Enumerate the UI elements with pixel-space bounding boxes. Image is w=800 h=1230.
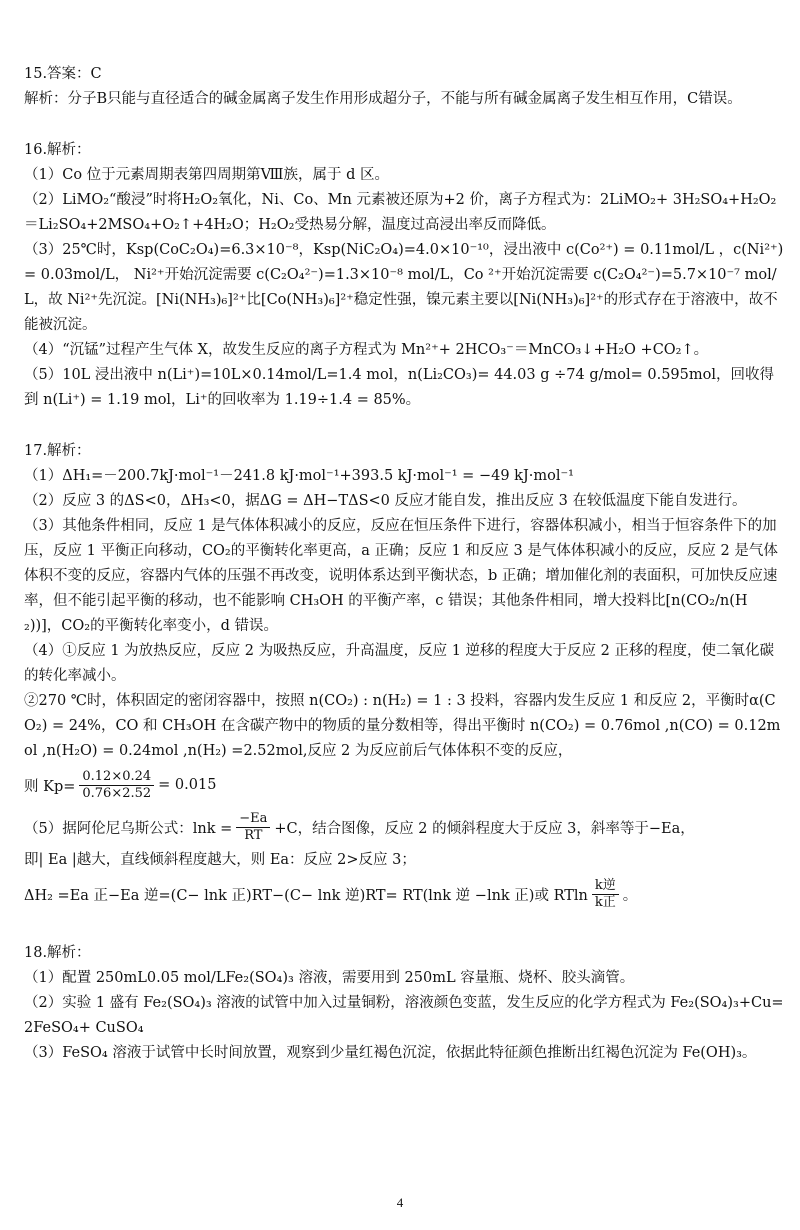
q17-line: ②270 ℃时，体积固定的密闭容器中，按照 n(CO₂) : n(H₂) = 1 : 3 投料，容器内发生反应 1 和反应 2，平衡时α(CO₂) = 24%，CO 和 CH₃OH 在含碳产物中的物质的量分数相等，得出平衡时 n(CO₂) = 0.76mol ,n(CO) = 0.12mol ,n(H₂O) = 0.24mol ,n(H₂) =2.52mol,反应 2 为反应前后气体体积不变的反应， [24,693,781,759]
arrhenius-formula [24,806,784,848]
kp-prefix: 则 Kp= [24,778,76,795]
arrhenius-prefix: （5）据阿伦尼乌斯公式：lnk = [24,820,233,837]
q15-line: 解析：分子B只能与直径适合的碱金属离子发生作用形成超分子，不能与所有碱金属离子发生相互作用，C错误。 [24,91,742,107]
q16-line: （5）10L 浸出液中 n(Li⁺)=10L×0.14mol/L=1.4 mol，n(Li₂CO₃)= 44.03 g ÷74 g/mol= 0.595mol，回收得到 n(Li⁺) = 1.19 mol，Li⁺的回收率为 1.19÷1.4 = 85%。 [24,367,774,408]
arrhenius-suffix: +C，结合图像，反应 2 的倾斜程度大于反应 3，斜率等于−Ea， [274,820,695,837]
delta-h-suffix: 。 [622,887,638,904]
kp-fraction [79,769,154,802]
q18-line: （3）FeSO₄ 溶液于试管中长时间放置，观察到少量红褐色沉淀，依据此特征颜色推断出红褐色沉淀为 Fe(OH)₃。 [24,1045,757,1061]
kp-result: = 0.015 [158,777,217,793]
arrhenius-denominator: RT [244,827,263,843]
section-q17 [24,439,784,915]
document-body [24,62,784,1092]
q18-line: （1）配置 250mL0.05 mol/LFe₂(SO₄)₃ 溶液，需要用到 250mL 容量瓶、烧杯、胶头滴管。 [24,970,635,986]
q16-line: （3）25℃时，Ksp(CoC₂O₄)=6.3×10⁻⁸，Ksp(NiC₂O₄)=4.0×10⁻¹⁰，浸出液中 c(Co²⁺) = 0.11mol/L ，c(Ni²⁺) = 0.03mol/L， Ni²⁺开始沉淀需要 c(C₂O₄²⁻)=1.3×10⁻⁸ mol/L，Co ²⁺开始沉淀需要 c(C₂O₄²⁻)=5.7×10⁻⁷ mol/L，故 Ni²⁺先沉淀。[Ni(NH₃)₆]²⁺比[Co(NH₃)₆]²⁺稳定性强，镍元素主要以[Ni(NH₃)₆]²⁺的形式存在于溶液中，故不能被沉淀。 [24,242,784,333]
q17-heading: 17.解析： [24,443,91,459]
q18-line: （2）实验 1 盛有 Fe₂(SO₄)₃ 溶液的试管中加入过量铜粉，溶液颜色变蓝，发生反应的化学方程式为 Fe₂(SO₄)₃+Cu=2FeSO₄+ CuSO₄ [24,995,784,1036]
q18-heading: 18.解析： [24,945,91,961]
q16-line: （1）Co 位于元素周期表第四周期第Ⅷ族，属于 d 区。 [24,167,389,183]
delta-h-fraction [592,878,619,911]
arrhenius-numerator: −Ea [236,811,270,828]
q16-line: （4）“沉锰”过程产生气体 X，故发生反应的离子方程式为 Mn²⁺+ 2HCO₃⁻＝MnCO₃↓+H₂O +CO₂↑。 [24,342,709,358]
delta-h-formula [24,873,784,915]
section-q16 [24,138,784,413]
page-number: 4 [396,1195,404,1210]
q17-line: （1）ΔH₁=－200.7kJ·mol⁻¹－241.8 kJ·mol⁻¹+393.5 kJ·mol⁻¹ = −49 kJ·mol⁻¹ [24,468,574,484]
kp-denominator: 0.76×2.52 [82,785,152,801]
kp-numerator: 0.12×0.24 [79,769,154,786]
q17-line: 即| Ea |越大，直线倾斜程度越大，则 Ea：反应 2>反应 3； [24,852,416,868]
section-q15 [24,62,784,112]
q17-line: （2）反应 3 的ΔS<0，ΔH₃<0，据ΔG = ΔH−TΔS<0 反应才能自发，推出反应 3 在较低温度下能自发进行。 [24,493,747,509]
arrhenius-fraction [236,811,270,844]
q17-line: （4）①反应 1 为放热反应，反应 2 为吸热反应，升高温度，反应 1 逆移的程度大于反应 2 正移的程度，使二氧化碳的转化率减小。 [24,643,774,684]
delta-h-prefix: ΔH₂ =Ea 正−Ea 逆=(C− lnk 正)RT−(C− lnk 逆)RT= RT(lnk 逆 −lnk 正)或 RTln [24,887,588,904]
section-q18 [24,941,784,1066]
delta-h-numerator: k逆 [592,878,619,895]
kp-formula [24,764,784,806]
delta-h-denominator: k正 [594,894,616,910]
q16-line: （2）LiMO₂“酸浸”时将H₂O₂氧化，Ni、Co、Mn 元素被还原为+2 价，离子方程式为：2LiMO₂+ 3H₂SO₄+H₂O₂ ＝Li₂SO₄+2MSO₄+O₂↑+4H₂O；H₂O₂受热易分解，温度过高浸出率反而降低。 [24,192,777,233]
q17-line: （3）其他条件相同，反应 1 是气体体积减小的反应，反应在恒压条件下进行，容器体积减小，相当于恒容条件下的加压，反应 1 平衡正向移动，CO₂的平衡转化率更高，a 正确；反应 1 和反应 3 是气体体积减小的反应，反应 2 是气体体积不变的反应，容器内气体的压强不再改变，说明体系达到平衡状态，b 正确；增加催化剂的表面积，可加快反应速率，但不能引起平衡的移动，也不能影响 CH₃OH 的平衡产率，c 错误；其他条件相同，增大投料比[n(CO₂/n(H₂))]，CO₂的平衡转化率变小，d 错误。 [24,518,778,634]
q15-heading: 15.答案：C [24,66,102,82]
q16-heading: 16.解析： [24,142,91,158]
